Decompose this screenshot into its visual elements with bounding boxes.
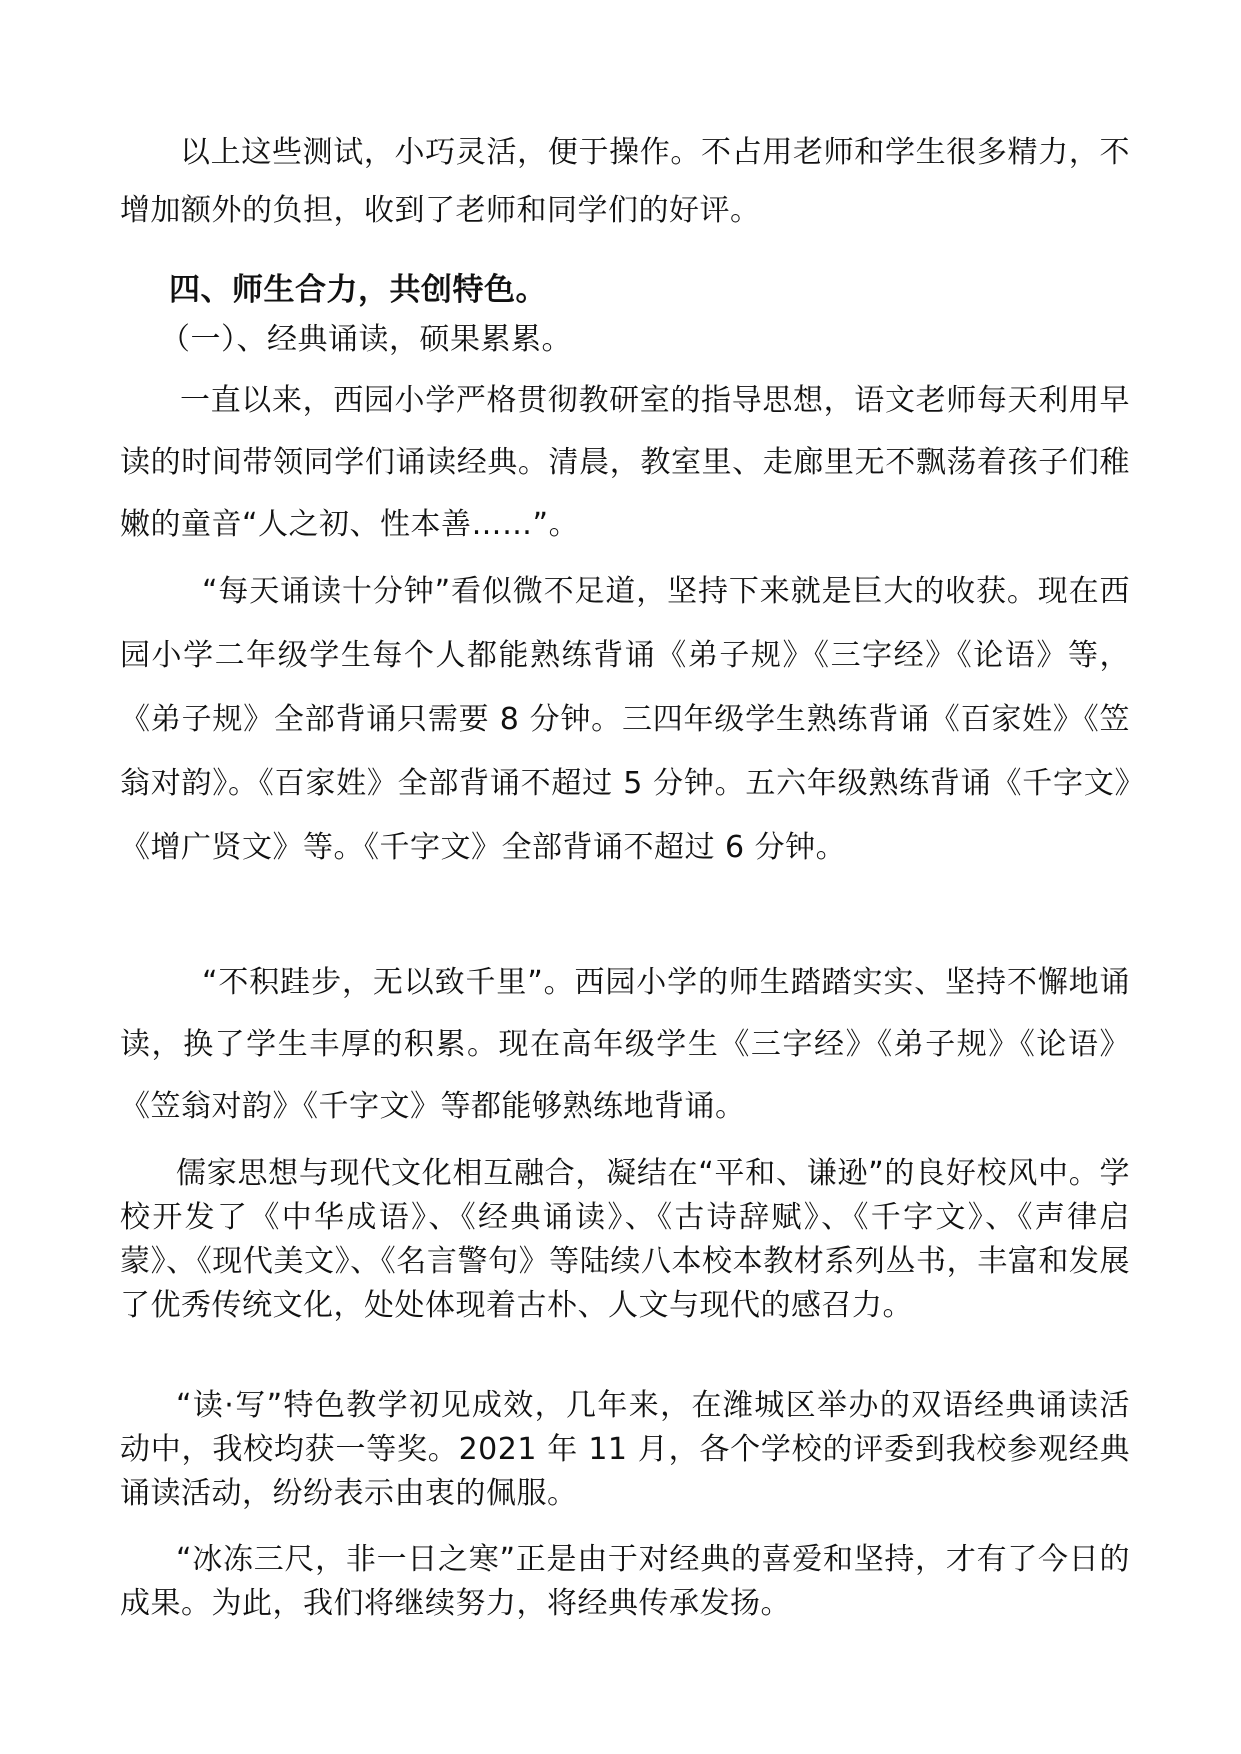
paragraph-school-culture: 儒家思想与现代文化相互融合，凝结在“平和、谦逊”的良好校风中。学校开发了《中华成语》、《经典诵读》、《古诗辞赋》、《千字文》、《声律启蒙》、《现代美文》、《名言警句》等陆续八本校本教材系列丛书，丰富和发展了优秀传统文化，处处体现着古朴、人文与现代的感召力。 xyxy=(120,1156,1130,1323)
paragraph-conclusion: “冰冻三尺，非一日之寒”正是由于对经典的喜爱和坚持，才有了今日的成果。为此，我们将继续努力，将经典传承发扬。 xyxy=(120,1542,1130,1621)
paragraph-morning-reading: 一直以来，西园小学严格贯彻教研室的指导思想，语文老师每天利用早读的时间带领同学们诵读经典。清晨，教室里、走廊里无不飘荡着孩子们稚嫩的童音“人之初、性本善……”。 xyxy=(120,383,1130,542)
paragraph-test-summary: 以上这些测试，小巧灵活，便于操作。不占用老师和学生很多精力，不增加额外的负担，收到了老师和同学们的好评。 xyxy=(120,135,1130,228)
section-heading: 四、师生合力，共创特色。 xyxy=(169,272,547,308)
paragraph-persistence: “不积跬步，无以致千里”。西园小学的师生踏踏实实、坚持不懈地诵读，换了学生丰厚的积累。现在高年级学生《三字经》《弟子规》《论语》《笠翁对韵》《千字文》等都能够熟练地背诵。 xyxy=(120,965,1130,1124)
subsection-heading: （一）、经典诵读，硕果累累。 xyxy=(160,322,572,357)
paragraph-achievements: “读·写”特色教学初见成效，几年来，在潍城区举办的双语经典诵读活动中，我校均获一等奖。2021 年 11 月，各个学校的评委到我校参观经典诵读活动，纷纷表示由衷的佩服。 xyxy=(120,1388,1130,1511)
paragraph-daily-recitation: “每天诵读十分钟”看似微不足道，坚持下来就是巨大的收获。现在西园小学二年级学生每个人都能熟练背诵《弟子规》《三字经》《论语》等，《弟子规》全部背诵只需要 8 分钟。三四年级学生熟练背诵《百家姓》《笠翁对韵》。《百家姓》全部背诵不超过 5 分钟。五六年级熟练背诵《千字文》《增广贤文》等。《千字文》全部背诵不超过 6 分钟。 xyxy=(120,574,1130,865)
